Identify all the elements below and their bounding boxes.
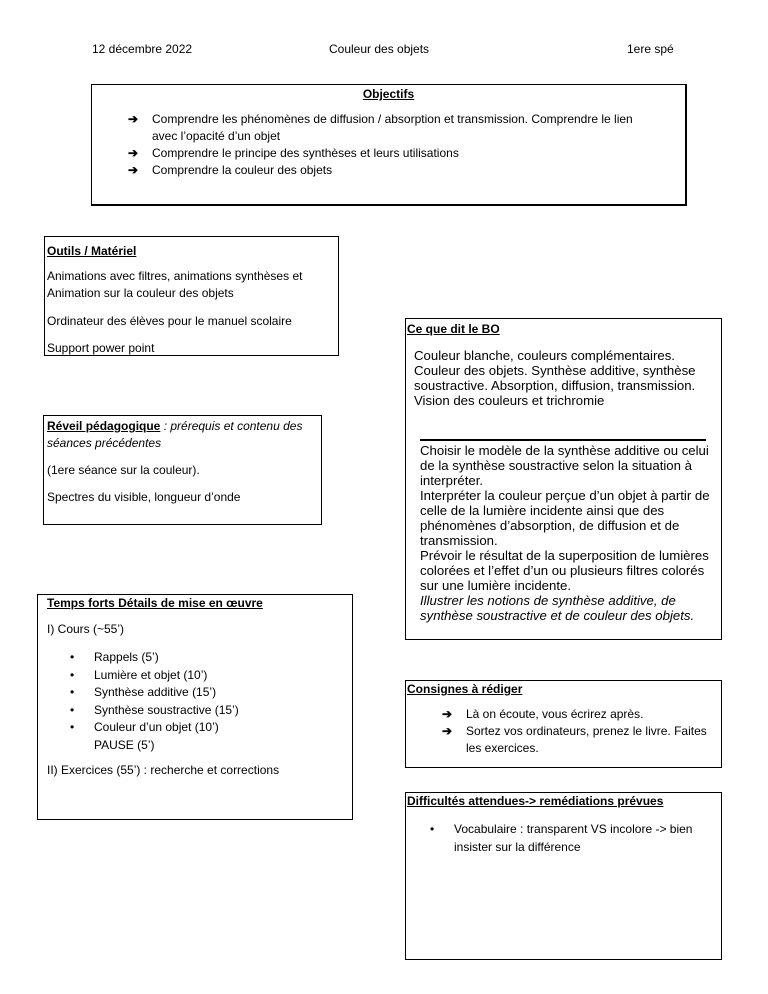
outils-heading: Outils / Matériel: [47, 244, 137, 258]
reveil-subheading: : prérequis et contenu des séances précédentes: [47, 419, 303, 450]
bo-capacite: Prévoir le résultat de la superposition de lumières colorées et l’effet d’un ou plusieurs filtres colorés sur une lumière incidente.: [420, 548, 709, 593]
bo-italic: Illustrer les notions de synthèse additive, de synthèse soustractive et de couleur des objets.: [420, 593, 695, 623]
list-item: • Rappels (5’): [68, 649, 338, 667]
bo-capacites: [420, 443, 712, 623]
reveil-line: (1ere séance sur la couleur).: [47, 463, 200, 477]
consignes-heading: Consignes à rédiger: [407, 682, 523, 696]
bullet-icon: •: [70, 702, 75, 717]
bo-notions: Couleur blanche, couleurs complémentaires. Couleur des objets. Synthèse additive, synthèse soustractive. Absorption, diffusion, transmission. Vision des couleurs et trichromie: [414, 348, 696, 408]
right-arrow-icon: ➔: [442, 707, 453, 721]
right-arrow-icon: ➔: [128, 146, 139, 160]
temps-box: [37, 594, 353, 820]
list-item: • Lumière et objet (10’): [68, 667, 338, 685]
bullet-icon: •: [70, 650, 75, 664]
consignes-box: [405, 680, 722, 768]
bo-heading: Ce que dit le BO: [407, 322, 500, 336]
reveil-heading-block: [47, 418, 319, 452]
difficultes-list: [428, 821, 718, 856]
bo-box: [405, 318, 722, 640]
list-item: • Couleur d’un objet (10’): [68, 719, 338, 737]
bullet-icon: •: [70, 685, 75, 699]
list-item-pause: PAUSE (5’): [94, 737, 155, 752]
header-date: 12 décembre 2022: [92, 42, 193, 56]
temps-exercices: II) Exercices (55’) : recherche et corrections: [47, 763, 280, 777]
header-title: Couleur des objets: [329, 42, 430, 56]
header-level: 1ere spé: [627, 42, 674, 56]
list-item: ➔ Comprendre les phénomènes de diffusion / absorption et transmission. Comprendre le lien avec l’opacité d’un objet: [128, 112, 633, 143]
bullet-icon: •: [70, 720, 75, 734]
objectifs-heading: Objectifs: [362, 87, 415, 101]
list-item: ➔ Comprendre la couleur des objets: [128, 163, 333, 177]
list-item: ➔ Là on écoute, vous écrirez après.: [442, 707, 644, 721]
temps-cours: I) Cours (~55’): [47, 622, 125, 636]
bullet-icon: •: [430, 822, 435, 836]
bo-capacite: Choisir le modèle de la synthèse additive ou celui de la synthèse soustractive selon la situation à interpréter.: [420, 443, 709, 488]
list-item: • Synthèse additive (15’): [68, 684, 338, 702]
reveil-heading: Réveil pédagogique: [47, 419, 161, 433]
consignes-list: [442, 706, 712, 757]
list-item: • Vocabulaire : transparent VS incolore -> bien insister sur la différence: [430, 822, 693, 854]
bullet-icon: •: [70, 667, 75, 682]
bo-capacite: Interpréter la couleur perçue d’un objet à partir de celle de la lumière incidente ainsi que des phénomènes d’absorption, de diffusion et de transmission.: [420, 488, 710, 548]
objectifs-list: [128, 111, 658, 179]
outils-line: Ordinateur des élèves pour le manuel scolaire: [47, 314, 292, 328]
difficultes-heading: Difficultés attendues-> remédiations prévues: [407, 794, 664, 808]
outils-line: Support power point: [47, 341, 155, 355]
right-arrow-icon: ➔: [128, 163, 139, 177]
temps-list: [68, 649, 338, 754]
bo-divider: [420, 439, 706, 441]
right-arrow-icon: ➔: [128, 112, 139, 126]
outils-box: [44, 236, 339, 356]
objectifs-box: [91, 84, 687, 206]
list-item: • Synthèse soustractive (15’): [68, 702, 338, 720]
list-item: ➔ Sortez vos ordinateurs, prenez le livre. Faites les exercices.: [442, 724, 707, 755]
reveil-line: Spectres du visible, longueur d’onde: [47, 490, 241, 504]
difficultes-box: [405, 792, 722, 960]
reveil-box: [43, 415, 322, 525]
outils-line: Animations avec filtres, animations synthèses et Animation sur la couleur des objets: [47, 269, 303, 300]
right-arrow-icon: ➔: [442, 724, 453, 738]
temps-heading: Temps forts Détails de mise en œuvre: [47, 596, 263, 610]
list-item: ➔ Comprendre le principe des synthèses et leurs utilisations: [128, 146, 459, 160]
